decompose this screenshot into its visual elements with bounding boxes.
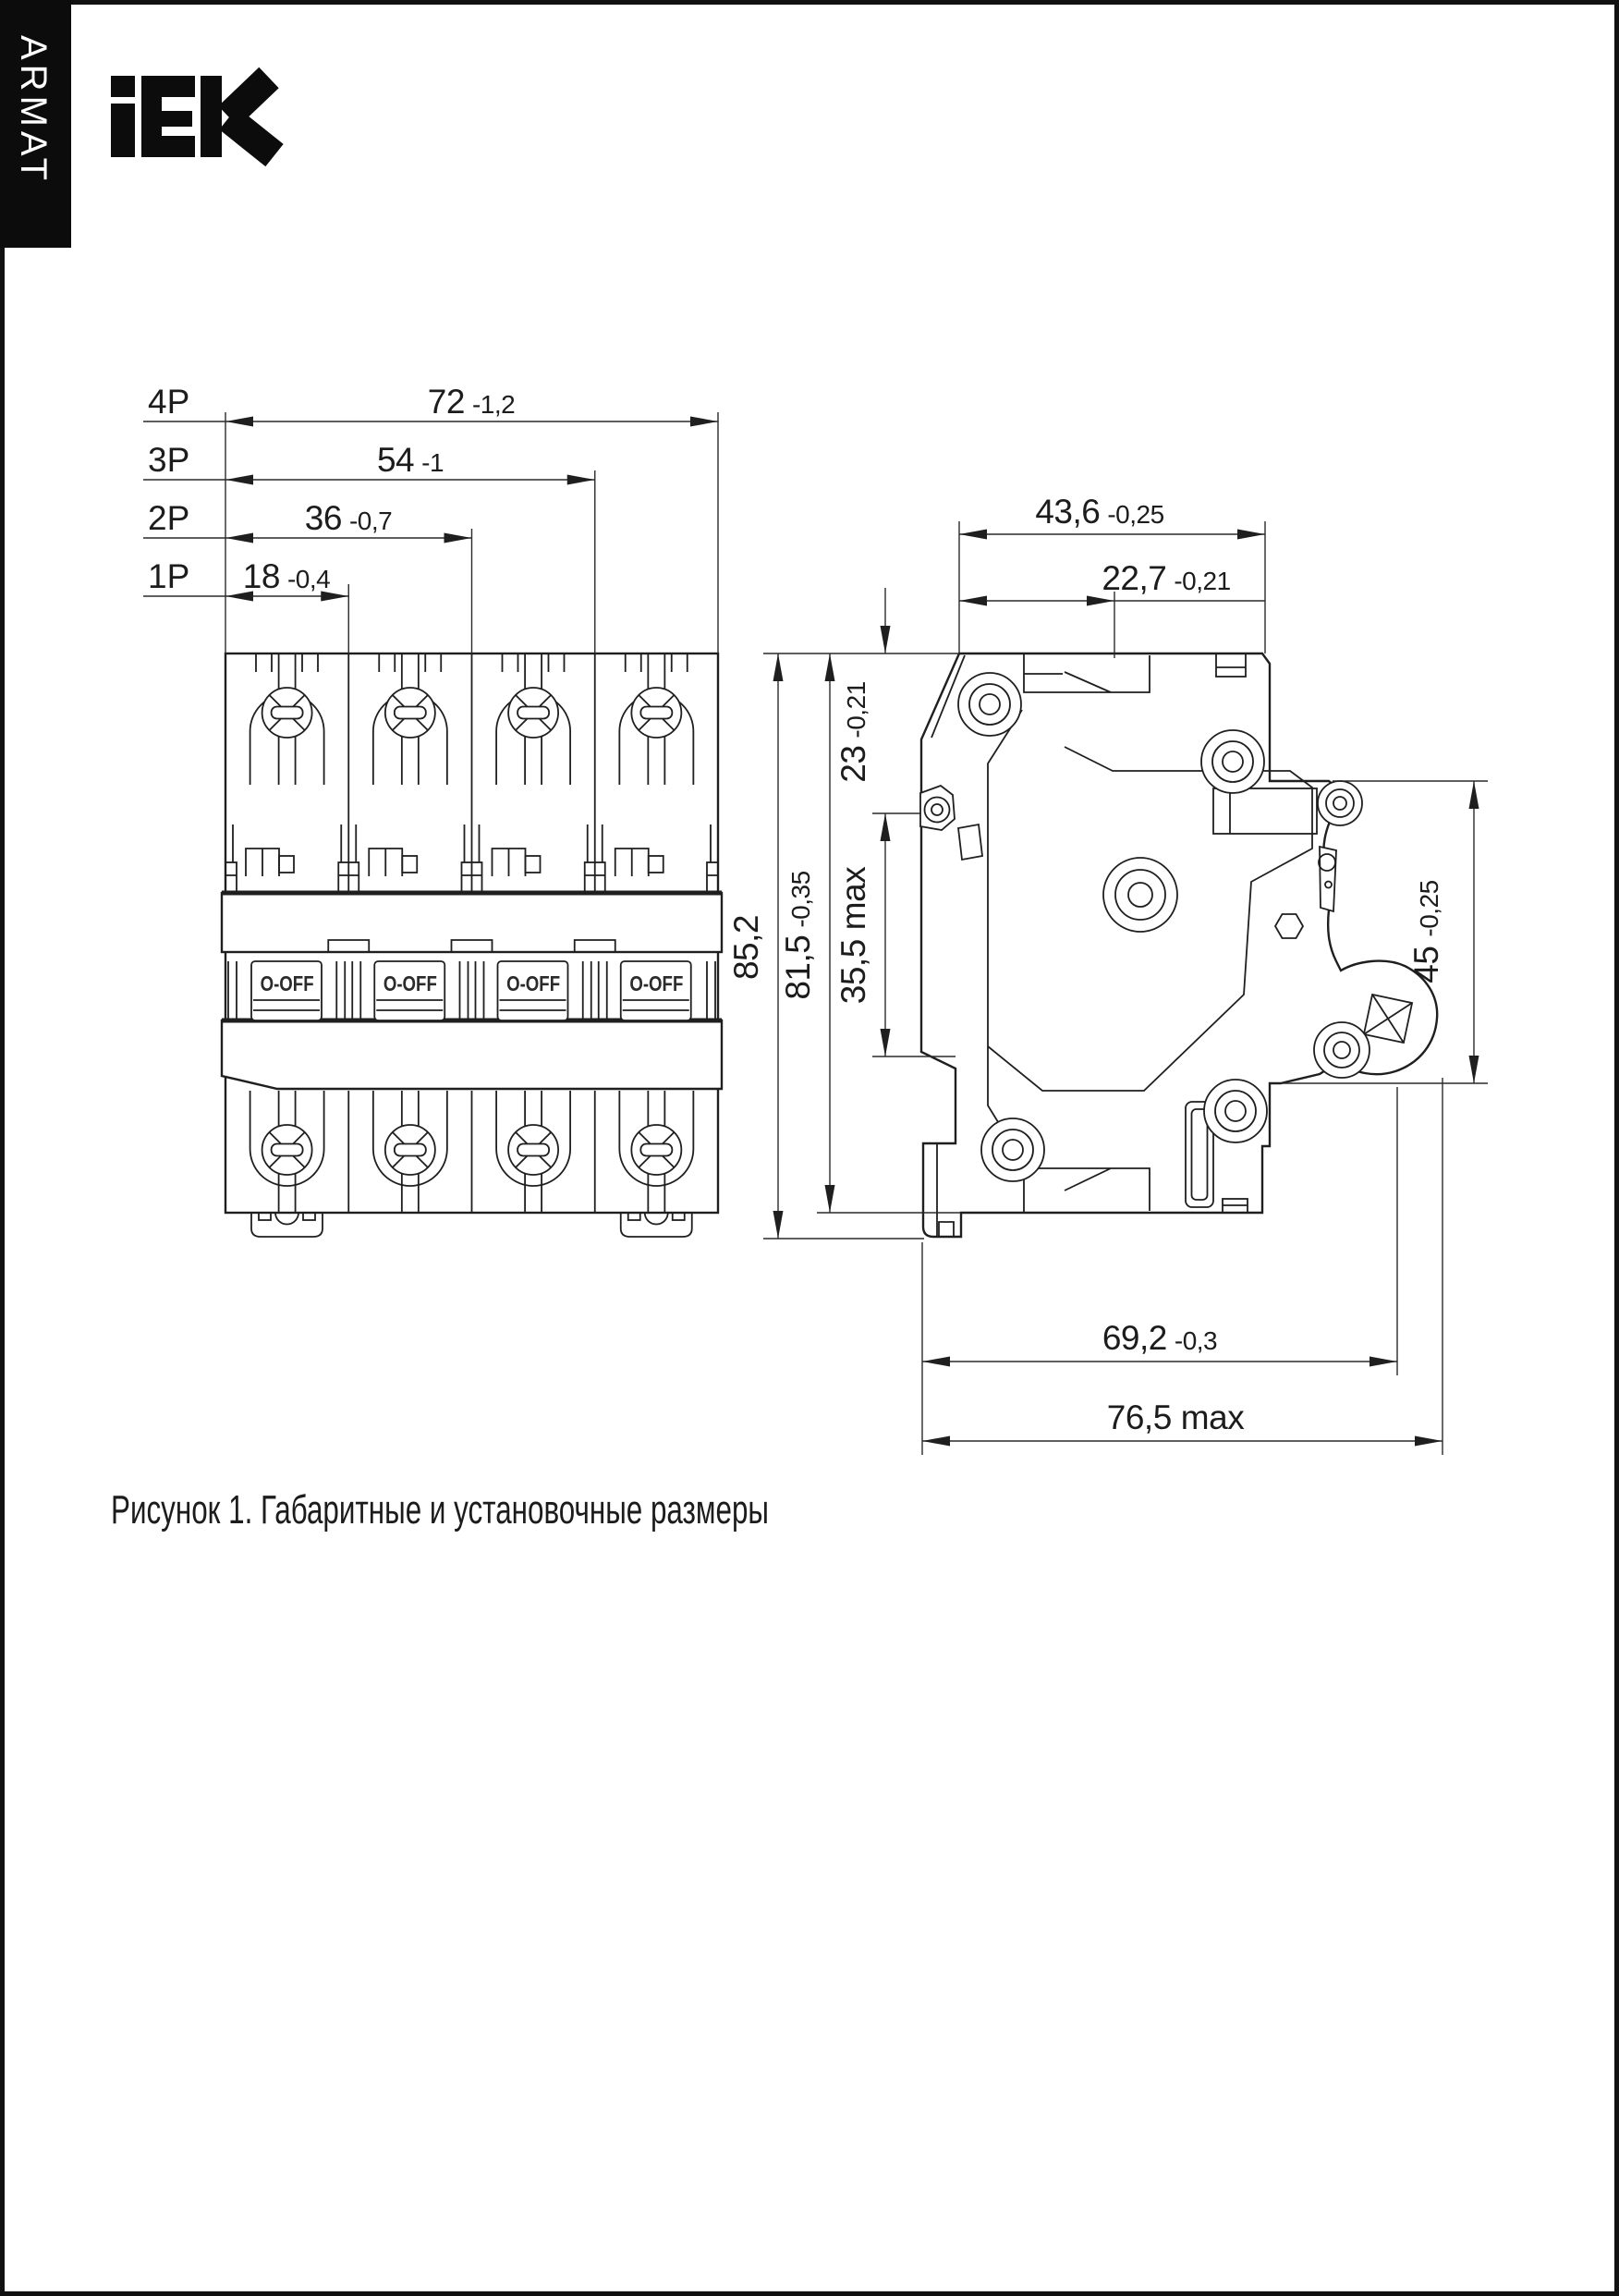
technical-drawing: O-OFF ARMAT 4P 3P 2P 1P 72 -1,2 54 -1 36 -0,7 18 -0,4 43,6 -0,25 22,7 -0,21 85,2 81,5-0,35 35,5max 23-0,21 45-0,25 69,2 -0,3 76,5 max Рисунок 1. Габаритные и установочные размеры bbox=[0, 0, 1619, 2296]
dim-width-1p: 18 -0,4 bbox=[242, 557, 331, 595]
dim-width-2p: 36 -0,7 bbox=[304, 499, 393, 537]
pole-label-4p: 4P bbox=[148, 383, 190, 421]
figure-caption: Рисунок 1. Габаритные и установочные размеры bbox=[111, 1487, 769, 1533]
dim-width-3p: 54 -1 bbox=[376, 441, 444, 479]
dim-height-body: 81,5-0,35 bbox=[779, 871, 817, 1000]
pole-label-2p: 2P bbox=[148, 499, 190, 537]
dim-top-zone: 23-0,21 bbox=[834, 681, 872, 783]
dim-width-to-screw: 22,7 -0,21 bbox=[1102, 559, 1231, 597]
front-view bbox=[143, 383, 722, 1237]
iek-logo bbox=[111, 76, 274, 157]
dim-depth-max: 76,5 max bbox=[1106, 1398, 1245, 1436]
dim-din-zone: 45-0,25 bbox=[1407, 880, 1445, 983]
pole-label-3p: 3P bbox=[148, 441, 190, 479]
series-vertical-label: ARMAT bbox=[13, 35, 54, 186]
pole-label-1p: 1P bbox=[148, 557, 190, 595]
dim-width-4p: 72 -1,2 bbox=[427, 383, 516, 421]
pole-dimensions bbox=[143, 383, 718, 653]
dim-width-top: 43,6 -0,25 bbox=[1035, 493, 1164, 531]
dim-depth-body: 69,2 -0,3 bbox=[1102, 1319, 1218, 1357]
dim-handle-zone: 35,5max bbox=[834, 866, 872, 1005]
side-view bbox=[727, 493, 1488, 1455]
dim-height-overall: 85,2 bbox=[727, 914, 765, 981]
series-sidebar bbox=[0, 0, 71, 248]
